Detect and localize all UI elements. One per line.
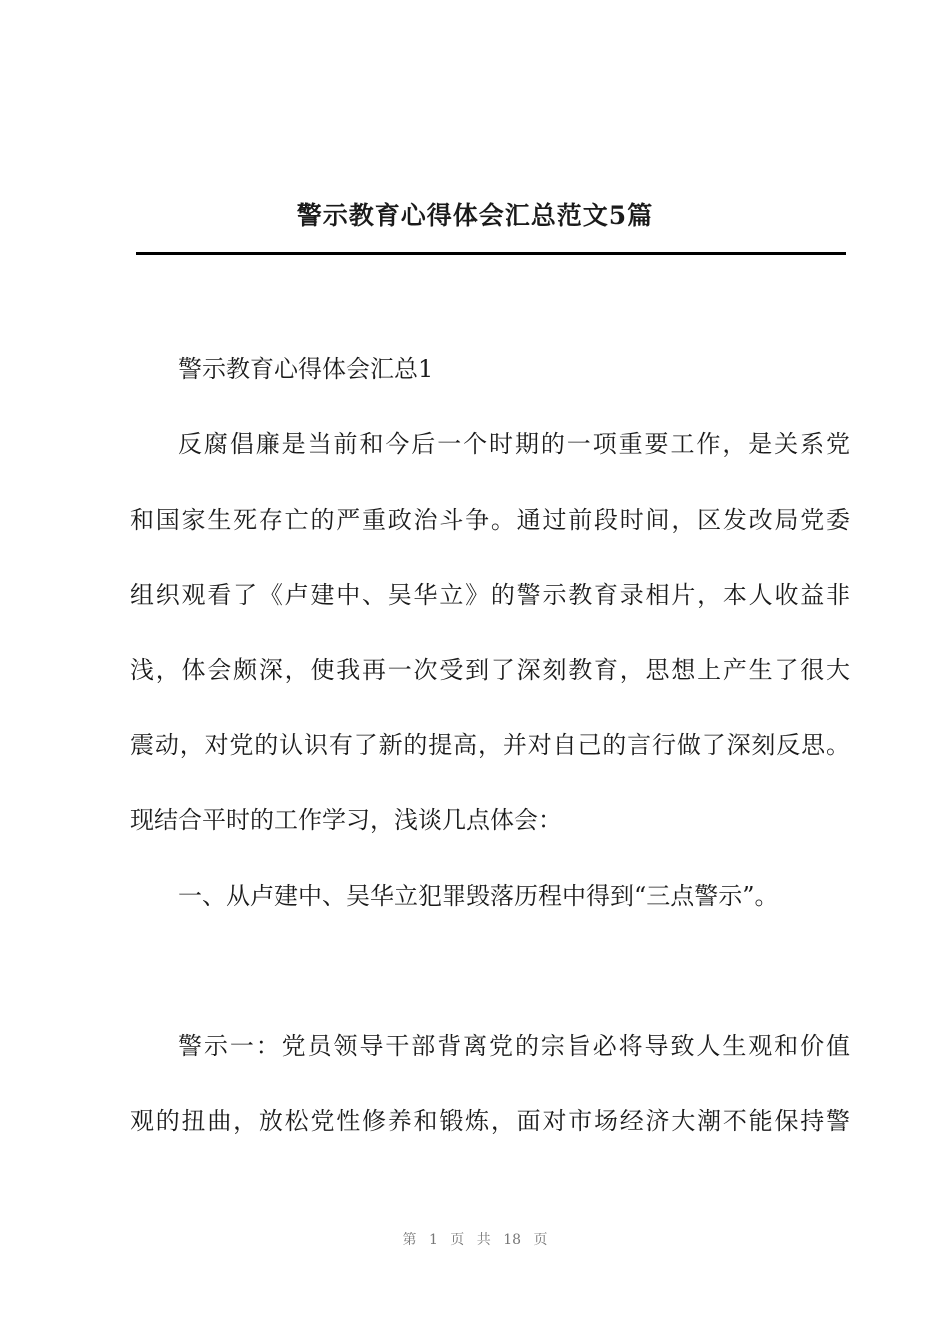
paragraph-line: 和国家生死存亡的严重政治斗争。通过前段时间，区发改局党委	[130, 506, 850, 534]
paragraph-line: 浅，体会颇深，使我再一次受到了深刻教育，思想上产生了很大	[130, 656, 850, 684]
subsection-heading: 一、从卢建中、吴华立犯罪毁落历程中得到“三点警示”。	[178, 882, 779, 910]
section-heading: 警示教育心得体会汇总1	[178, 355, 434, 383]
paragraph-line: 组织观看了《卢建中、吴华立》的警示教育录相片，本人收益非	[130, 581, 850, 609]
paragraph-line: 观的扭曲，放松党性修养和锻炼，面对市场经济大潮不能保持警	[130, 1107, 850, 1135]
paragraph-line: 警示一：党员领导干部背离党的宗旨必将导致人生观和价值	[178, 1032, 850, 1060]
page-number: 第 1 页 共 18 页	[402, 1232, 548, 1248]
title-underline	[136, 252, 846, 255]
paragraph-line: 现结合平时的工作学习，浅谈几点体会：	[130, 806, 562, 834]
paragraph-line: 反腐倡廉是当前和今后一个时期的一项重要工作，是关系党	[178, 430, 850, 458]
document-title: 警示教育心得体会汇总范文5篇	[296, 201, 654, 230]
paragraph-line: 震动，对党的认识有了新的提高，并对自己的言行做了深刻反思。	[130, 731, 850, 759]
